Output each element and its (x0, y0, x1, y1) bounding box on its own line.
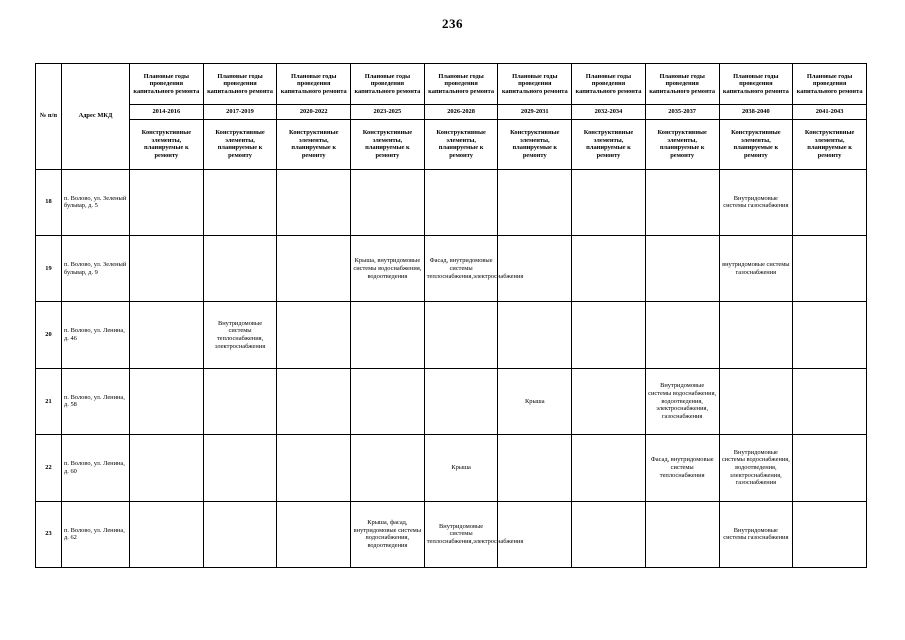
header-plan: Плановые годы проведения капитального ремонта (572, 64, 646, 105)
repair-elements-cell (277, 501, 351, 567)
header-plan: Плановые годы проведения капитального ремонта (793, 64, 867, 105)
header-elements: Конструктивные элементы, планируемые к ремонту (424, 120, 498, 169)
repair-elements-cell (793, 435, 867, 501)
header-elements: Конструктивные элементы, планируемые к ремонту (793, 120, 867, 169)
header-years: 2032-2034 (572, 105, 646, 120)
repair-elements-cell (498, 302, 572, 368)
table-row (36, 501, 867, 567)
table-row (36, 235, 867, 301)
repair-elements-cell (719, 368, 793, 434)
repair-elements-cell: Крыша (424, 435, 498, 501)
header-plan: Плановые годы проведения капитального ремонта (498, 64, 572, 105)
header-address: Адрес МКД (62, 64, 130, 170)
header-elements: Конструктивные элементы, планируемые к ремонту (130, 120, 204, 169)
repair-elements-cell (277, 235, 351, 301)
header-plan: Плановые годы проведения капитального ремонта (719, 64, 793, 105)
row-address: п. Волово, ул. Ленина, д. 58 (62, 368, 130, 434)
header-elements: Конструктивные элементы, планируемые к ремонту (203, 120, 277, 169)
repair-elements-cell (351, 435, 425, 501)
repair-elements-cell (572, 368, 646, 434)
header-plan: Плановые годы проведения капитального ремонта (277, 64, 351, 105)
repair-elements-cell: Внутридомовые системы газоснабжения (719, 169, 793, 235)
header-years: 2038-2040 (719, 105, 793, 120)
repair-elements-cell (351, 368, 425, 434)
repair-elements-cell (351, 169, 425, 235)
repair-elements-cell (793, 368, 867, 434)
row-address: п. Волово, ул. Зеленый бульвар, д. 5 (62, 169, 130, 235)
repair-elements-cell (572, 501, 646, 567)
header-years: 2029-2031 (498, 105, 572, 120)
repair-elements-cell (130, 501, 204, 567)
repair-elements-cell (203, 435, 277, 501)
repair-elements-cell: Крыша, фасад, внутридомовые системы водоснабжения, водоотведения (351, 501, 425, 567)
repair-elements-cell: Крыша (498, 368, 572, 434)
repair-elements-cell (572, 169, 646, 235)
repair-elements-cell (203, 368, 277, 434)
row-address: п. Волово, ул. Ленина, д. 46 (62, 302, 130, 368)
capital-repair-schedule-table (35, 63, 867, 568)
repair-elements-cell (277, 435, 351, 501)
repair-elements-cell (793, 501, 867, 567)
repair-elements-cell (203, 169, 277, 235)
header-elements: Конструктивные элементы, планируемые к ремонту (645, 120, 719, 169)
repair-elements-cell (424, 302, 498, 368)
repair-elements-cell (203, 235, 277, 301)
row-number: 19 (36, 235, 62, 301)
repair-elements-cell (277, 368, 351, 434)
repair-elements-cell: Внутридомовые системы водоснабжения, водоотведения, электроснабжения, газоснабжения (719, 435, 793, 501)
repair-elements-cell: Внутридомовые системы теплоснабжения, электроснабжения (203, 302, 277, 368)
header-years: 2035-2037 (645, 105, 719, 120)
header-plan: Плановые годы проведения капитального ремонта (351, 64, 425, 105)
header-elements: Конструктивные элементы, планируемые к ремонту (719, 120, 793, 169)
repair-elements-cell (572, 302, 646, 368)
header-years: 2014-2016 (130, 105, 204, 120)
repair-elements-cell (793, 169, 867, 235)
page-number: 236 (442, 16, 463, 31)
header-row-plan (36, 64, 867, 105)
row-number: 20 (36, 302, 62, 368)
repair-elements-cell (498, 235, 572, 301)
repair-elements-cell (719, 302, 793, 368)
repair-elements-cell (572, 235, 646, 301)
table-row (36, 169, 867, 235)
repair-elements-cell (498, 435, 572, 501)
row-address: п. Волово, ул. Ленина, д. 62 (62, 501, 130, 567)
header-elements: Конструктивные элементы, планируемые к ремонту (351, 120, 425, 169)
row-number: 21 (36, 368, 62, 434)
repair-elements-cell (277, 169, 351, 235)
repair-elements-cell (424, 169, 498, 235)
header-years: 2023-2025 (351, 105, 425, 120)
repair-elements-cell (130, 435, 204, 501)
repair-elements-cell (572, 435, 646, 501)
header-row-years (36, 105, 867, 120)
header-years: 2041-2043 (793, 105, 867, 120)
repair-elements-cell (130, 302, 204, 368)
table-row (36, 435, 867, 501)
repair-elements-cell (130, 169, 204, 235)
repair-elements-cell (645, 302, 719, 368)
repair-elements-cell: Внутридомовые системы теплоснабжения,электроснабжения (424, 501, 498, 567)
header-elements: Конструктивные элементы, планируемые к ремонту (572, 120, 646, 169)
repair-elements-cell (793, 235, 867, 301)
header-plan: Плановые годы проведения капитального ремонта (645, 64, 719, 105)
repair-elements-cell: Фасад, внутридомовые системы теплоснабжения (645, 435, 719, 501)
header-years: 2017-2019 (203, 105, 277, 120)
row-number: 22 (36, 435, 62, 501)
header-years: 2020-2022 (277, 105, 351, 120)
header-row-elements (36, 120, 867, 169)
header-elements: Конструктивные элементы, планируемые к ремонту (277, 120, 351, 169)
row-number: 18 (36, 169, 62, 235)
repair-elements-cell (277, 302, 351, 368)
repair-elements-cell (498, 169, 572, 235)
header-plan: Плановые годы проведения капитального ремонта (130, 64, 204, 105)
repair-elements-cell: внутридомовые системы газоснабжения (719, 235, 793, 301)
row-address: п. Волово, ул. Ленина, д. 60 (62, 435, 130, 501)
header-years: 2026-2028 (424, 105, 498, 120)
repair-elements-cell (351, 302, 425, 368)
header-plan: Плановые годы проведения капитального ремонта (203, 64, 277, 105)
repair-elements-cell (645, 235, 719, 301)
table-row (36, 302, 867, 368)
header-elements: Конструктивные элементы, планируемые к ремонту (498, 120, 572, 169)
repair-elements-cell (645, 169, 719, 235)
repair-elements-cell (130, 235, 204, 301)
repair-elements-cell (203, 501, 277, 567)
repair-elements-cell (130, 368, 204, 434)
repair-elements-cell: Внутридомовые системы газоснабжения (719, 501, 793, 567)
row-number: 23 (36, 501, 62, 567)
table-row (36, 368, 867, 434)
repair-elements-cell (793, 302, 867, 368)
header-num: № п/п (36, 64, 62, 170)
repair-elements-cell: Внутридомовые системы водоснабжения, водоотведения, электроснабжения, газоснабжения (645, 368, 719, 434)
header-plan: Плановые годы проведения капитального ремонта (424, 64, 498, 105)
repair-elements-cell: Крыша, внутридомовые системы водоснабжения, водоотведения (351, 235, 425, 301)
repair-elements-cell (424, 368, 498, 434)
repair-elements-cell (645, 501, 719, 567)
repair-elements-cell (498, 501, 572, 567)
row-address: п. Волово, ул. Зеленый бульвар, д. 9 (62, 235, 130, 301)
repair-elements-cell: Фасад, внутридомовые системы теплоснабжения,электроснабжения (424, 235, 498, 301)
